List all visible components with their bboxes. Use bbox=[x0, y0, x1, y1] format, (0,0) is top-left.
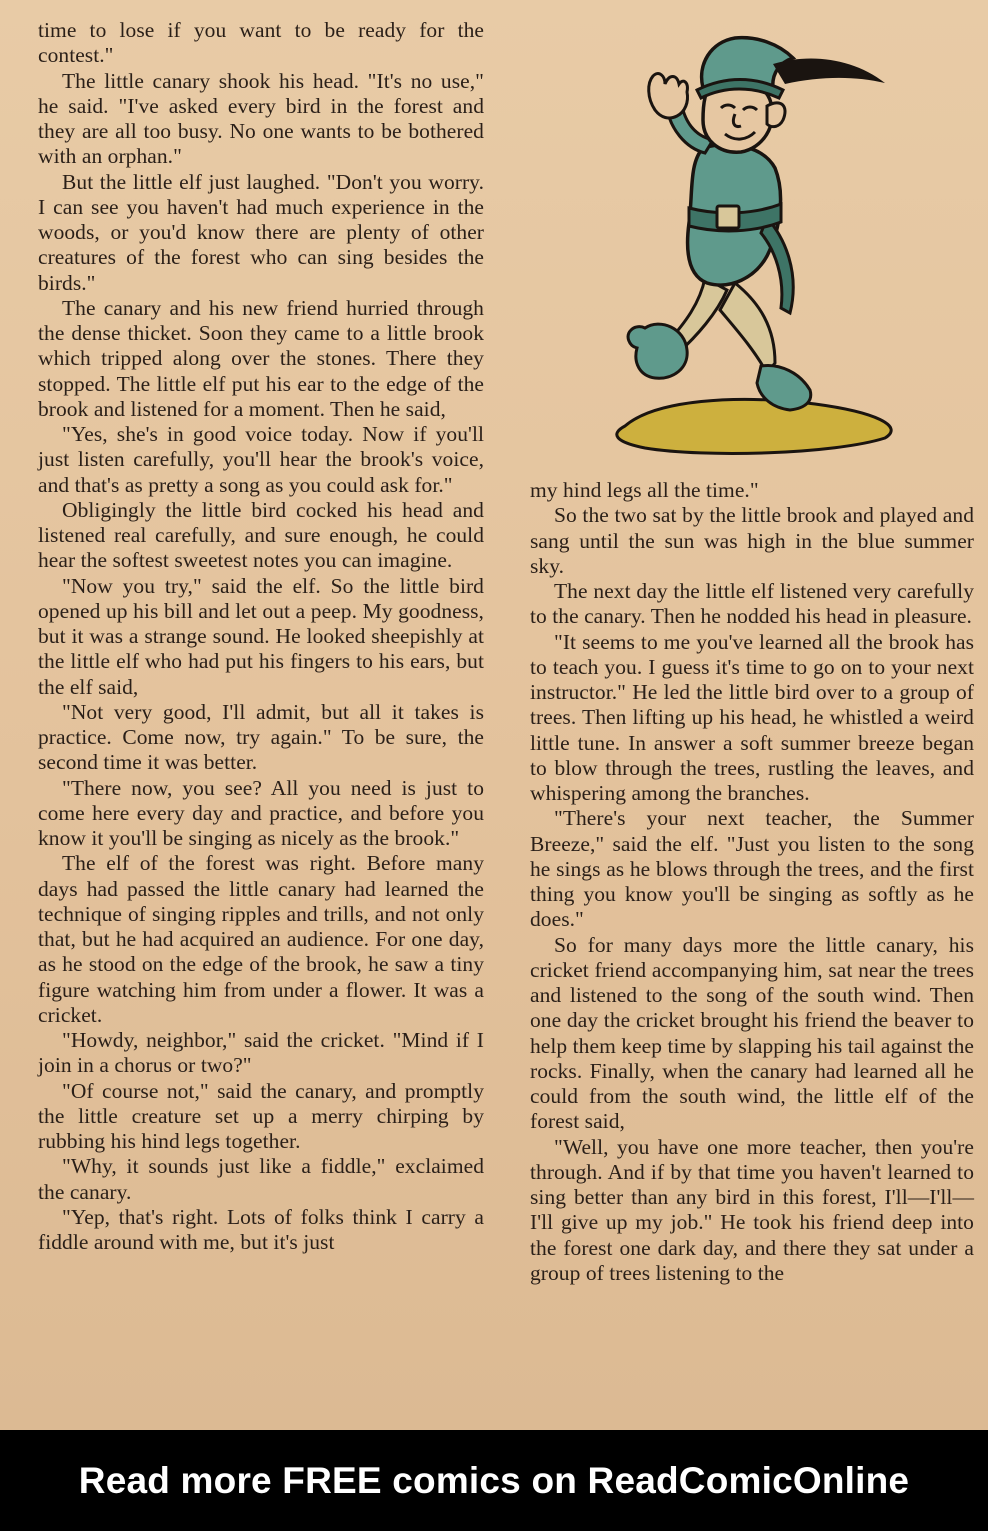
paragraph: "There's your next teacher, the Summer Breeze," said the elf. "Just you listen to the song he sings as he blows through the trees, and the first thing you know you'll be singing as softly as he does." bbox=[530, 806, 974, 932]
paragraph: So the two sat by the little brook and played and sang until the sun was high in the blue summer sky. bbox=[530, 503, 974, 578]
elf-back-leg bbox=[720, 283, 775, 373]
left-text-column bbox=[38, 18, 484, 1255]
paragraph: "Well, you have one more teacher, then you're through. And if by that time you haven't learned to sing better than any bird in this forest, I'll—I'll—I'll give up my job." He took his friend deep into the forest one dark day, and there they sat under a group of trees listening to the bbox=[530, 1134, 974, 1285]
paragraph: "Yep, that's right. Lots of folks think I carry a fiddle around with me, but it's just bbox=[38, 1204, 484, 1254]
elf-hat-feather bbox=[773, 58, 885, 84]
paragraph: The elf of the forest was right. Before many days had passed the little canary had learned the technique of singing ripples and trills, and not only that, but he had acquired an audience. For one day, as he stood on the edge of the brook, he saw a tiny figure watching him from under a flower. It was a cricket. bbox=[38, 851, 484, 1027]
paragraph: "Yes, she's in good voice today. Now if you'll just listen carefully, you'll hear the brook's voice, and that's as pretty a song as you could ask for." bbox=[38, 422, 484, 497]
footer-banner[interactable] bbox=[0, 1430, 988, 1531]
right-text-column bbox=[530, 478, 974, 1286]
paragraph: "There now, you see? All you need is just to come here every day and practice, and before you know it you'll be singing as nicely as the brook." bbox=[38, 775, 484, 850]
paragraph: time to lose if you want to be ready for the contest." bbox=[38, 18, 484, 68]
paragraph: "Howdy, neighbor," said the cricket. "Mind if I join in a chorus or two?" bbox=[38, 1028, 484, 1078]
paragraph: The little canary shook his head. "It's no use," he said. "I've asked every bird in the forest and they are all too busy. No one wants to be bothered with an orphan." bbox=[38, 68, 484, 169]
paragraph: "Of course not," said the canary, and promptly the little creature set up a merry chirping by rubbing his hind legs together. bbox=[38, 1078, 484, 1153]
paragraph: Obligingly the little bird cocked his head and listened real carefully, and sure enough, he could hear the softest sweetest notes you can imagine. bbox=[38, 497, 484, 573]
elf-front-shoe bbox=[628, 324, 687, 378]
elf-hand bbox=[649, 74, 688, 118]
belt-buckle bbox=[717, 206, 739, 228]
paragraph: "Not very good, I'll admit, but all it takes is practice. Come now, try again." To be sure, the second time it was better. bbox=[38, 699, 484, 775]
banner-text[interactable]: Read more FREE comics on ReadComicOnline bbox=[78, 1459, 910, 1501]
elf-ear bbox=[767, 103, 785, 127]
paragraph: The canary and his new friend hurried through the dense thicket. Soon they came to a little brook which tripped along over the stones. There they stopped. The little elf put his ear to the edge of the brook and listened for a moment. Then he said, bbox=[38, 295, 484, 421]
paragraph: "Now you try," said the elf. So the little bird opened up his bill and let out a peep. My goodness, but it was a strange sound. He looked sheepishly at the little elf who had put his fingers to his ears, but the elf said, bbox=[38, 573, 484, 699]
ground-shadow bbox=[617, 399, 891, 453]
elf-coat-tail bbox=[761, 218, 793, 313]
paragraph: The next day the little elf listened very carefully to the canary. Then he nodded his head in pleasure. bbox=[530, 579, 974, 629]
paragraph: So for many days more the little canary, his cricket friend accompanying him, sat near the trees and listened to the song of the south wind. Then one day the cricket brought his friend the beaver to help them keep time by slapping his tail against the rocks. Finally, when the canary had learned all he could from the south wind, the little elf of the forest said, bbox=[530, 932, 974, 1134]
elf-illustration-icon bbox=[585, 28, 925, 468]
paragraph: But the little elf just laughed. "Don't you worry. I can see you haven't had much experience in the woods, or you'd know there are plenty of other creatures of the forest who can sing besides the birds." bbox=[38, 169, 484, 295]
paragraph: "Why, it sounds just like a fiddle," exclaimed the canary. bbox=[38, 1154, 484, 1204]
paragraph: "It seems to me you've learned all the brook has to teach you. I guess it's time to go on to your next instructor." He led the little bird over to a group of trees. Then lifting up his head, he whistled a weird little tune. In answer a soft summer breeze began to blow through the trees, rustling the leaves, and whispering among the branches. bbox=[530, 629, 974, 805]
paragraph: my hind legs all the time." bbox=[530, 478, 759, 502]
